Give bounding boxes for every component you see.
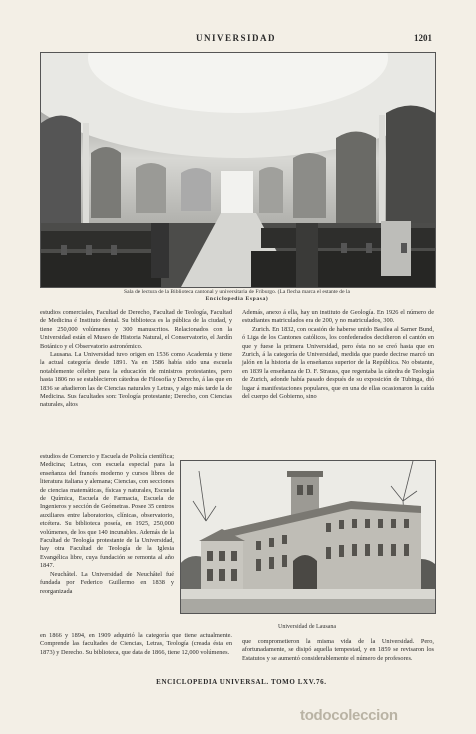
photo-caption-bottom: Universidad de Lausana [278,624,336,630]
running-title: UNIVERSIDAD [195,33,276,43]
photo-caption-top [40,289,434,303]
caption-line-2: Enciclopedia Espasa) [205,296,269,302]
page-number: 1201 [414,33,432,43]
paragraph: en 1866 y 1894, en 1909 adquirió la categoría que tiene actualmente. Comprende las facultades de Ciencias, Letras, Teología (creada ésta en 1873) y Derecho. Su biblioteca, que data de 1866, tiene 12,000 volúmenes. [40,632,232,656]
paragraph: que comprometieron la misma vida de la Universidad. Pero, afortunadamente, se disipó aquella tempestad, y en 1859 se revisaron los Estatutos y se aumentó considerablemente el número de profesores. [242,638,434,662]
lausana-building-illustration [181,461,435,613]
right-column-top [242,309,434,401]
left-column-narrow [40,453,174,596]
paragraph: Zurich. En 1832, con ocasión de haberse unido Basilea al Sarner Bund, ó Liga de los Cantones católicos, los confederados decidieron el cantón en que y fuese la primera Universidad, pero ésta no se creó hasta que en Zurich, á la categoría de Universidad, medida que puede decirse marcó un jalón en la historia de la enseñanza superior de la República. No obstante, en 1839 la enseñanza de D. F. Strauss, que regentaba la cátedra de Teología de Zurich, adonde había pasado después de su exposición de Tubinga, dió lugar á manifestaciones populares, que en una de ellas ocasionaron la caída del cuerpo del Gobierno, sino [242,325,434,401]
paragraph: estudios comerciales, Facultad de Derecho, Facultad de Teología, Facultad de Medicina é Instituto dental. Su biblioteca es la pública de la ciudad, y tiene 250,000 volúmenes y 300 manuscritos. Relacionados con la Universidad están el Museo de Historia Natural, el Conservatorio, el Jardín Botánico y el Observatorio astronómico. [40,309,232,350]
page-header [40,33,432,45]
lausana-university-photo [180,460,436,614]
paragraph: Neuchâtel. La Universidad de Neuchâtel fué fundada por Federico Guillermo en 1838 y reorganizada [40,570,174,595]
footer-number: 76. [316,678,327,686]
paragraph: Lausana. La Universidad tuvo origen en 1536 como Academia y tiene la actual categoría desde 1891. Ya en 1586 había sido una escuela notablemente célebre para la educación de ministros protestantes, pero hasta 1806 no se establecieron cátedras de Filosofía y Derecho, á las que en 1836 se añadieron las de Ciencias naturales y Letras, y algo más tarde la de Medicina. Sus facultades son: Teología protestante; Derecho, con Ciencias naturales, altos [40,351,232,409]
right-column-bottom [242,638,434,663]
paragraph: estudios de Comercio y Escuela de Policía científica; Medicina; Letras, con escuela especial para la enseñanza del francés moderno y cursos libres de literatura italiana y alemana; Ciencias, con secciones de ciencias matemáticas, físicas y naturales, Escuela de Química, Escuela de Farmacia, Escuela de Ingenieros y sección de Geómetras. Posee 35 centros auxiliares entre laboratorios, clínicas, observatorio, etcétera. Su biblioteca poseía, en 1925, 250,000 volúmenes, de los que 140 incunables. Además de la Facultad de Teología protestante de la Universidad, hay otra Facultad de Teología de la Iglesia Evangélica libre, cuya fundación se remonta al año 1847. [40,453,174,570]
page-footer [40,678,432,688]
reading-room-illustration [41,53,435,287]
paragraph: Además, anexo á ella, hay un instituto de Geología. En 1926 el número de estudiantes matriculados era de 200, y no matriculados, 300. [242,309,434,325]
caption-line-1: Sala de lectura de la Biblioteca cantonal y universitaria de Friburgo. (La flecha marca el estante de la [123,289,351,295]
footer-text: ENCICLOPEDIA UNIVERSAL. TOMO LXV. [156,678,316,686]
left-column-top [40,309,232,410]
reading-room-photo [40,52,436,288]
watermark-logo: todocoleccion [300,707,398,724]
left-column-bottom [40,632,232,657]
